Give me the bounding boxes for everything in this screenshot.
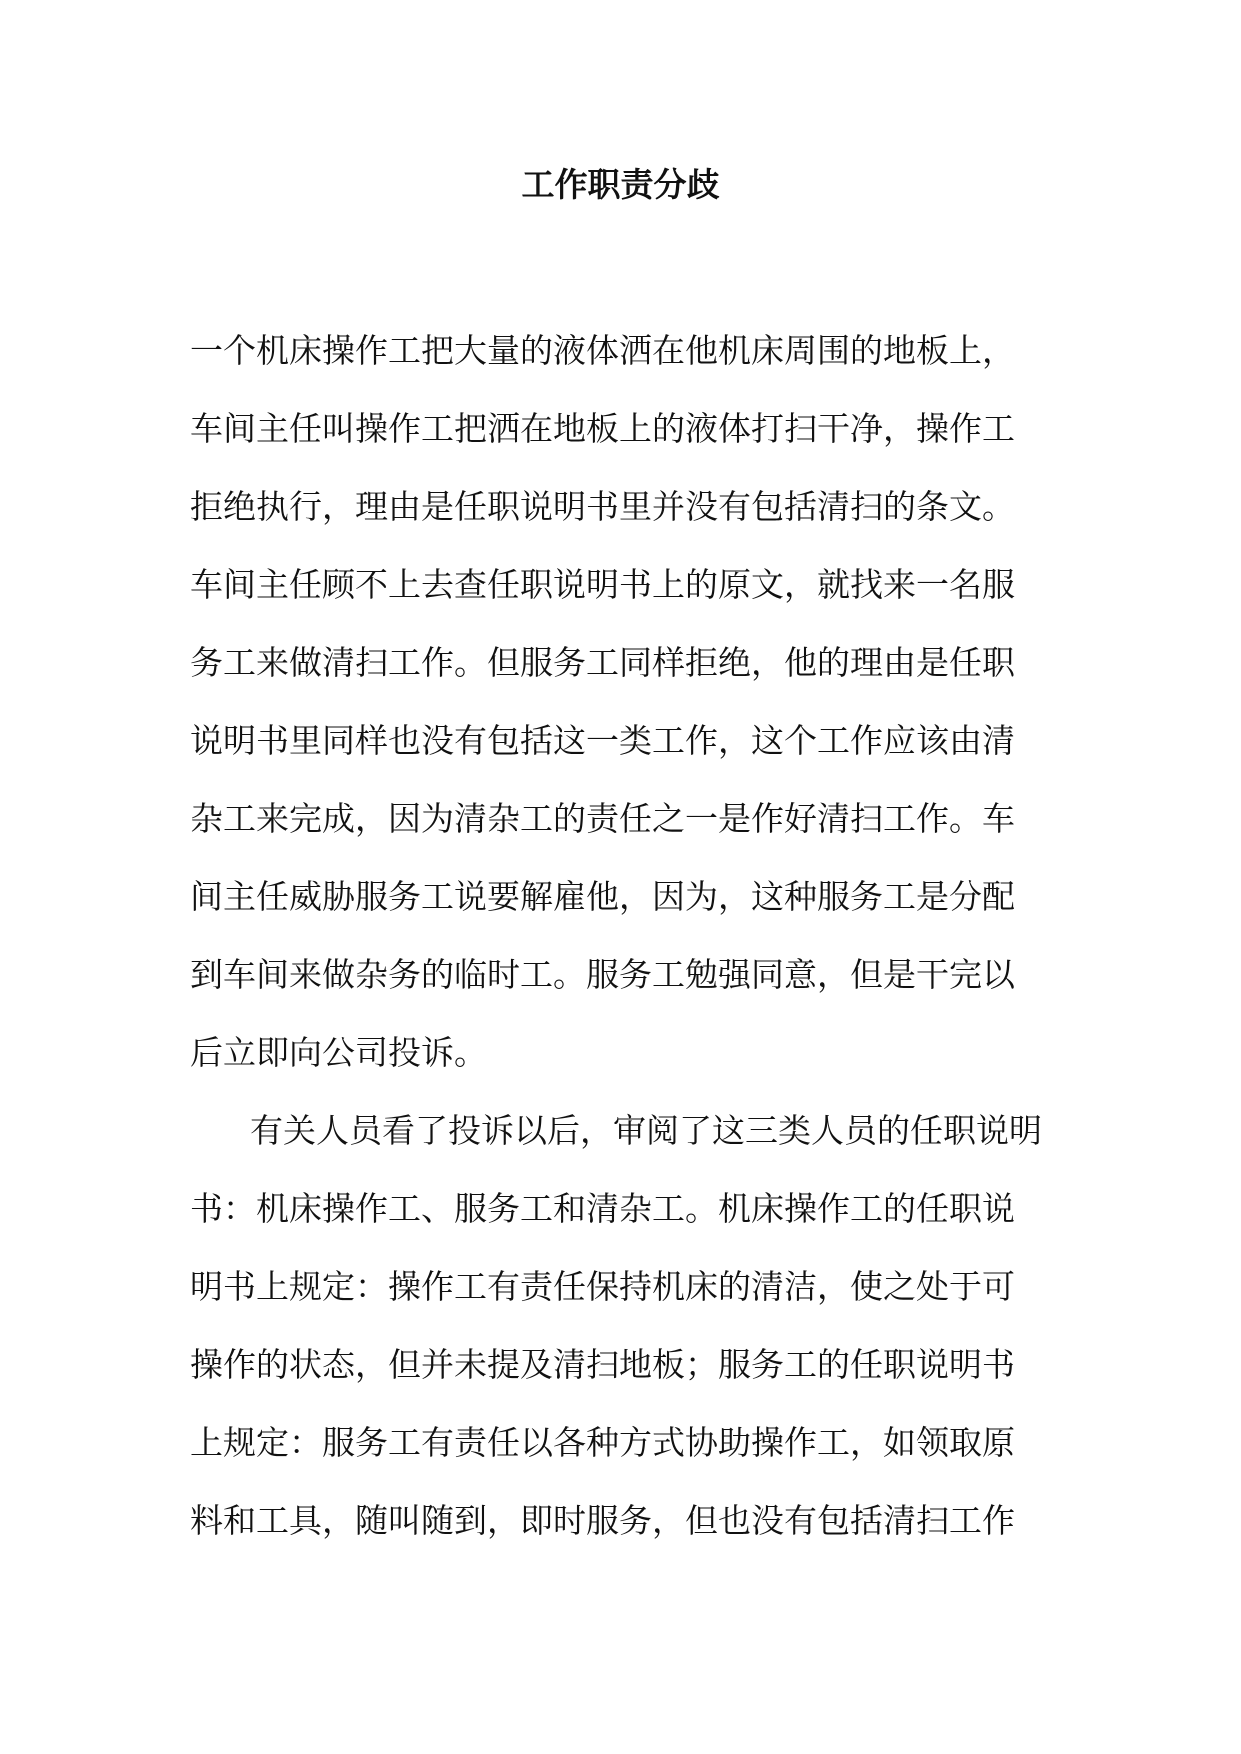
text-line: 车间主任顾不上去查任职说明书上的原文，就找来一名服 — [190, 565, 1015, 604]
text-line: 杂工来完成，因为清杂工的责任之一是作好清扫工作。车 — [190, 799, 1015, 838]
text-line: 明书上规定：操作工有责任保持机床的清洁，使之处于可 — [190, 1267, 1015, 1306]
document-body — [190, 322, 1042, 1570]
text-line: 务工来做清扫工作。但服务工同样拒绝，他的理由是任职 — [190, 643, 1015, 682]
text-line: 书：机床操作工、服务工和清杂工。机床操作工的任职说 — [190, 1189, 1015, 1228]
text-line: 后立即向公司投诉。 — [190, 1033, 487, 1072]
text-line: 上规定：服务工有责任以各种方式协助操作工，如领取原 — [190, 1423, 1015, 1462]
text-line: 间主任威胁服务工说要解雇他，因为，这种服务工是分配 — [190, 877, 1015, 916]
text-line: 料和工具，随叫随到，即时服务，但也没有包括清扫工作 — [190, 1501, 1015, 1540]
document-title: 工作职责分歧 — [521, 165, 720, 204]
text-line: 拒绝执行，理由是任职说明书里并没有包括清扫的条文。 — [190, 487, 1015, 526]
text-line: 到车间来做杂务的临时工。服务工勉强同意，但是干完以 — [190, 955, 1015, 994]
text-line: 一个机床操作工把大量的液体洒在他机床周围的地板上， — [190, 331, 1015, 370]
text-line: 说明书里同样也没有包括这一类工作，这个工作应该由清 — [190, 721, 1015, 760]
text-line: 操作的状态，但并未提及清扫地板；服务工的任职说明书 — [190, 1345, 1015, 1384]
text-line: 车间主任叫操作工把洒在地板上的液体打扫干净，操作工 — [190, 409, 1015, 448]
text-line-paragraph-start: 有关人员看了投诉以后，审阅了这三类人员的任职说明 — [250, 1111, 1042, 1150]
